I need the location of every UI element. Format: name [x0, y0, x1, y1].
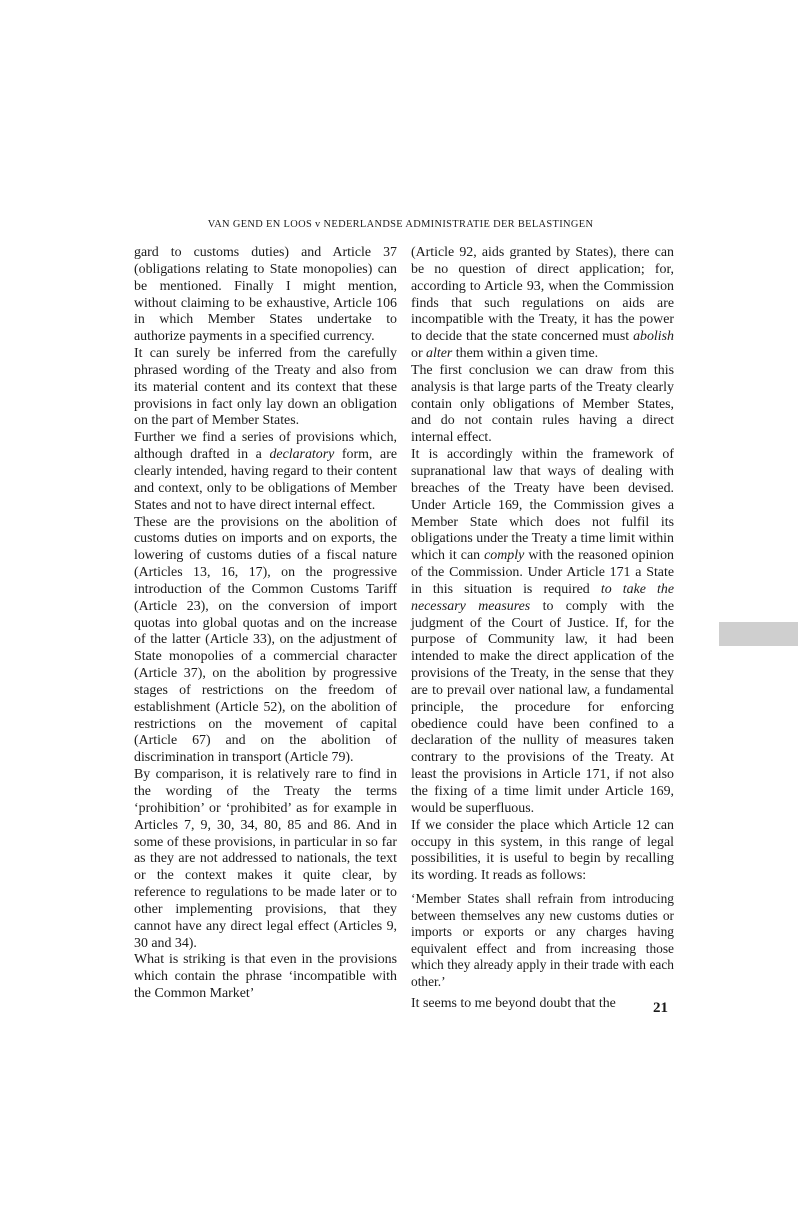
- italic-text: comply: [484, 548, 525, 564]
- text: Further we find a series of provisions which, although drafted in a: [134, 430, 397, 463]
- italic-text: to take the necessary measures: [411, 581, 675, 614]
- paragraph: [411, 818, 674, 885]
- paragraph: [134, 952, 397, 1003]
- text: (Article 92, aids granted by States), there can be no question of direct application; for, according to Article 93, when the Commission finds that such regulations on aids are incompatible with the Treaty, it has the power to decide that the state concerned must: [411, 245, 674, 345]
- text: If we consider the place which Article 12 can occupy in this system, in this range of legal possibilities, it is useful to begin by recalling its wording. It reads as follows:: [411, 817, 674, 884]
- paragraph: [134, 245, 397, 346]
- text: form, are clearly intended, having regard to their content and context, only to be obligations of Member States and not to have direct internal effect.: [134, 447, 397, 513]
- paragraph: [411, 891, 674, 991]
- text: to comply with the judgment of the Court of Justice. If, for the purpose of Community law, it had been intended to make the direct application of the provisions of the Treaty, in the sense that they are to prevail over national law, a fundamental principle, the procedure for enforcing obedience could have been confined to a declaration of the nullity of measures taken contrary to the provisions of the Treaty. At least the provisions in Article 171, if not also the fixing of a time limit under Article 169, would be superfluous.: [411, 598, 674, 816]
- paragraph: [134, 515, 397, 768]
- text: with the reasoned opinion of the Commission. Under Article 171 a State in this situation is required: [411, 548, 674, 597]
- page-number: 21: [653, 1000, 668, 1016]
- paragraph: [411, 245, 674, 363]
- right-column: [411, 245, 674, 1012]
- paragraph: [411, 996, 674, 1013]
- text: These are the provisions on the abolition of customs duties on imports and on exports, the lowering of customs duties of a fiscal nature (Articles 13, 16, 17), on the progressive introduction of the Common Customs Tariff (Article 23), on the conversion of import quotas into global quotas and on the increase of the latter (Article 33), on the adjustment of State monopolies of a commercial character (Article 37), on the abolition by progressive stages of restrictions on the freedom of establishment (Article 52), on the abolition of restrictions on the movement of capital (Article 67) and on the abolition of discrimination in transport (Article 79).: [134, 514, 397, 766]
- text: It is accordingly within the framework of supranational law that ways of dealing with breaches of the Treaty have been devised. Under Article 169, the Commission gives a Member State which does not fulfil its obligations under the Treaty a time limit within which it can: [411, 447, 674, 564]
- running-head: VAN GEND EN LOOS v NEDERLANDSE ADMINISTRATIE DER BELASTINGEN: [207, 219, 594, 230]
- left-column: [134, 245, 397, 1003]
- text: By comparison, it is relatively rare to find in the wording of the Treaty the terms ‘prohibition’ or ‘prohibited’ as for example in Articles 7, 9, 30, 34, 80, 85 and 86. And in some of these provisions, in particular in so far as they are not addressed to nationals, the text or the context makes it quite clear, by reference to regulations to be made later or to other implementing provisions, that they cannot have any direct legal effect (Articles 9, 30 and 34).: [134, 767, 397, 951]
- paragraph: [411, 447, 674, 818]
- text: What is striking is that even in the provisions which contain the phrase ‘incompatible with the Common Market’: [134, 952, 397, 1002]
- italic-text: abolish: [633, 329, 674, 345]
- text: The first conclusion we can draw from this analysis is that large parts of the Treaty clearly contain only obligations of Member States, and do not contain rules having a direct internal effect.: [411, 362, 674, 446]
- text: them within a given time.: [452, 346, 599, 362]
- italic-text: alter: [426, 346, 453, 362]
- paragraph: [411, 363, 674, 447]
- text: ‘Member States shall refrain from introducing between themselves any new customs duties or imports or exports or any charges having equivalent effect and from increasing those which they already apply in their trade with each other.’: [411, 891, 674, 990]
- paragraph: [134, 346, 397, 430]
- text: It can surely be inferred from the carefully phrased wording of the Treaty and also from its material content and its context that these provisions in fact only lay down an obligation on the part of Member States.: [134, 346, 397, 429]
- paragraph: [134, 767, 397, 952]
- text: It seems to me beyond doubt that the: [411, 995, 616, 1011]
- margin-tab: [719, 622, 798, 646]
- text: gard to customs duties) and Article 37 (obligations relating to State monopolies) can be mentioned. Finally I might mention, without claiming to be exhaustive, Article 106 in which Member States undertake to authorize payments in a specified currency.: [134, 245, 397, 345]
- italic-text: declaratory: [269, 447, 335, 463]
- text: or: [411, 346, 427, 362]
- paragraph: [134, 430, 397, 514]
